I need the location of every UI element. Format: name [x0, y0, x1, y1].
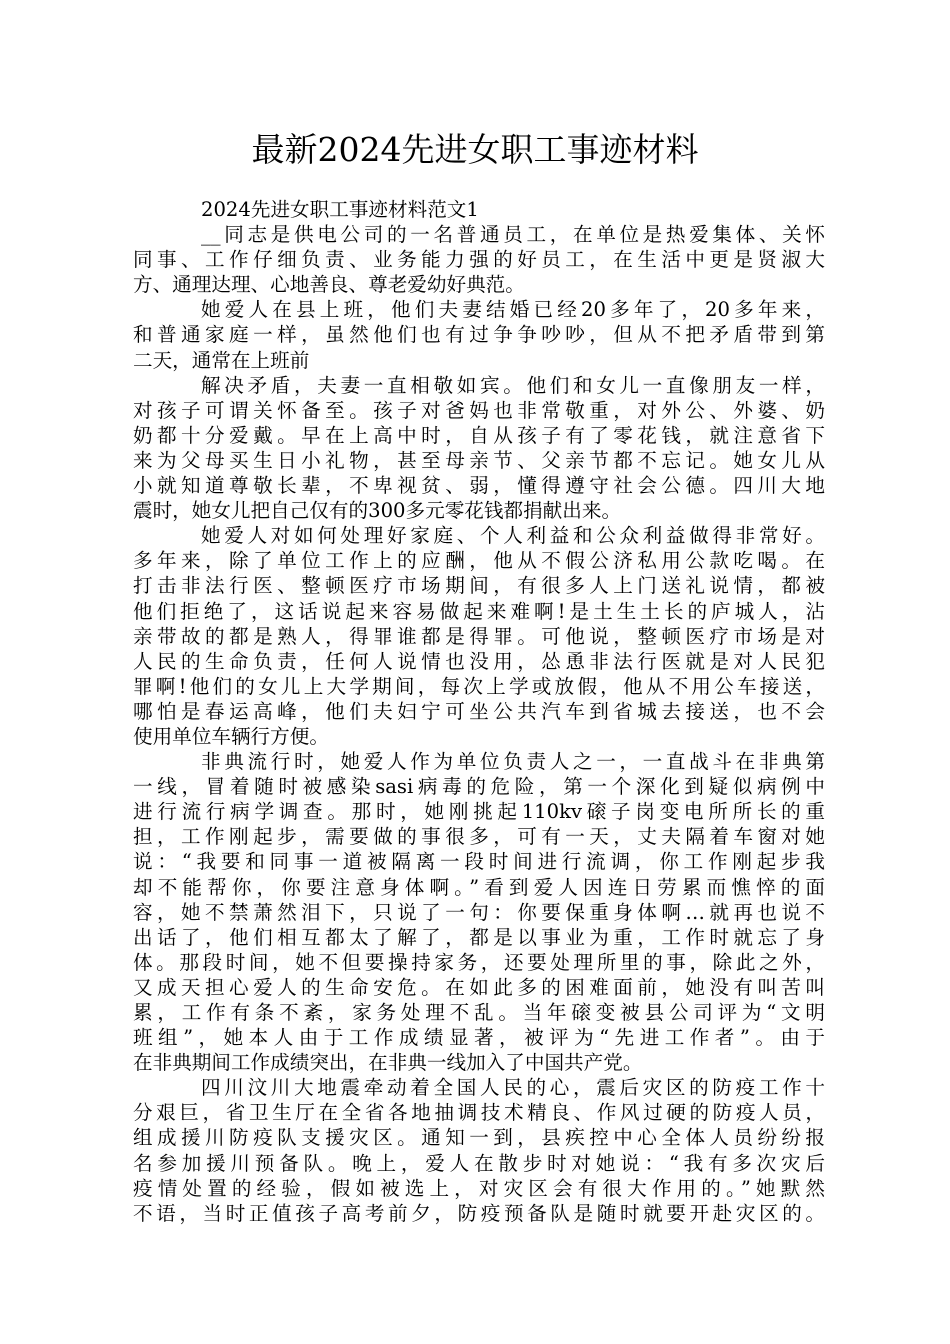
text-line: 她爱人对如何处理好家庭、个人利益和公众利益做得非常好。	[201, 524, 825, 548]
text-line: 名参加援川预备队。晚上，爱人在散步时对她说：“我有多次灾后	[133, 1151, 825, 1175]
text-line: 容，她不禁萧然泪下，只说了一句：你要保重身体啊…就再也说不	[133, 900, 825, 924]
text-line: 震时，她女儿把自己仅有的300多元零花钱都捐献出来。	[133, 499, 622, 523]
text-line: __同志是供电公司的一名普通员工，在单位是热爱集体、关怀	[201, 223, 825, 247]
text-line: 分艰巨，省卫生厅在全省各地抽调技术精良、作风过硬的防疫人员，	[133, 1101, 825, 1125]
text-line: 她爱人在县上班，他们夫妻结婚已经20多年了，20多年来，	[201, 298, 825, 322]
document-body	[133, 197, 825, 1226]
text-line: 体。那段时间，她不但要操持家务，还要处理所里的事，除此之外，	[133, 950, 825, 974]
text-line: 使用单位车辆行方便。	[133, 724, 329, 748]
text-line: 出话了，他们相互都太了解了，都是以事业为重，工作时就忘了身	[133, 925, 825, 949]
text-line: 亲带故的都是熟人，得罪谁都是得罪。可他说，整顿医疗市场是对	[133, 624, 825, 648]
text-line: 罪啊!他们的女儿上大学期间，每次上学或放假，他从不用公车接送，	[133, 674, 825, 698]
text-line: 来为父母买生日小礼物，甚至母亲节、父亲节都不忘记。她女儿从	[133, 448, 825, 472]
text-line: 累，工作有条不紊，家务处理不乱。当年磙变被县公司评为“文明	[133, 1001, 825, 1024]
text-line: 打击非法行医、整顿医疗市场期间，有很多人上门送礼说情，都被	[133, 574, 825, 598]
text-line: 人民的生命负责，任何人说情也没用，怂恿非法行医就是对人民犯	[133, 649, 825, 673]
text-line: 解决矛盾，夫妻一直相敬如宾。他们和女儿一直像朋友一样，	[201, 373, 825, 397]
document-title: 最新2024先进女职工事迹材料	[251, 130, 699, 169]
text-line: 非典流行时，她爱人作为单位负责人之一，一直战斗在非典第	[201, 750, 825, 774]
text-line: 他们拒绝了，这话说起来容易做起来难啊!是土生土长的庐城人，沾	[133, 599, 825, 623]
text-line: 和普通家庭一样，虽然他们也有过争争吵吵，但从不把矛盾带到第	[133, 323, 825, 347]
text-line: 对孩子可谓关怀备至。孩子对爸妈也非常敬重，对外公、外婆、奶	[133, 398, 825, 422]
text-line: 班组”，她本人由于工作成绩显著，被评为“先进工作者”。由于	[133, 1026, 825, 1050]
text-line: 哪怕是春运高峰，他们夫妇宁可坐公共汽车到省城去接送，也不会	[133, 699, 825, 723]
text-line: 却不能帮你，你要注意身体啊。”看到爱人因连日劳累而憔悴的面	[133, 875, 825, 899]
text-line: 进行流行病学调查。那时，她刚挑起110kv磙子岗变电所所长的重	[133, 800, 825, 824]
text-line: 小就知道尊敬长辈，不卑视贫、弱，懂得遵守社会公德。四川大地	[133, 474, 825, 498]
text-line: 不语，当时正值孩子高考前夕，防疫预备队是随时就要开赴灾区的。	[133, 1201, 825, 1225]
text-line: 担，工作刚起步，需要做的事很多，可有一天，丈夫隔着车窗对她	[133, 825, 825, 849]
text-line: 又成天担心爱人的生命安危。在如此多的困难面前，她没有叫苦叫	[133, 975, 825, 999]
text-line: 组成援川防疫队支援灾区。通知一到，县疾控中心全体人员纷纷报	[133, 1126, 825, 1150]
text-line: 四川汶川大地震牵动着全国人民的心，震后灾区的防疫工作十	[201, 1076, 825, 1100]
text-line: 在非典期间工作成绩突出，在非典一线加入了中国共产党。	[133, 1051, 643, 1075]
text-line: 二天，通常在上班前	[133, 348, 310, 372]
text-line: 说：“我要和同事一道被隔离一段时间进行流调，你工作刚起步我	[133, 850, 825, 874]
text-line: 方、通理达理、心地善良、尊老爱幼好典范。	[133, 273, 525, 297]
text-line: 2024先进女职工事迹材料范文1	[201, 198, 479, 221]
text-line: 奶都十分爱戴。早在上高中时，自从孩子有了零花钱，就注意省下	[133, 423, 825, 447]
text-line: 同事、工作仔细负责、业务能力强的好员工，在生活中更是贤淑大	[133, 248, 825, 272]
text-line: 疫情处置的经验，假如被选上，对灾区会有很大作用的。”她默然	[133, 1176, 825, 1200]
text-line: 一线，冒着随时被感染sasi病毒的危险，第一个深化到疑似病例中	[133, 775, 825, 799]
text-line: 多年来，除了单位工作上的应酬，他从不假公济私用公款吃喝。在	[133, 549, 825, 573]
